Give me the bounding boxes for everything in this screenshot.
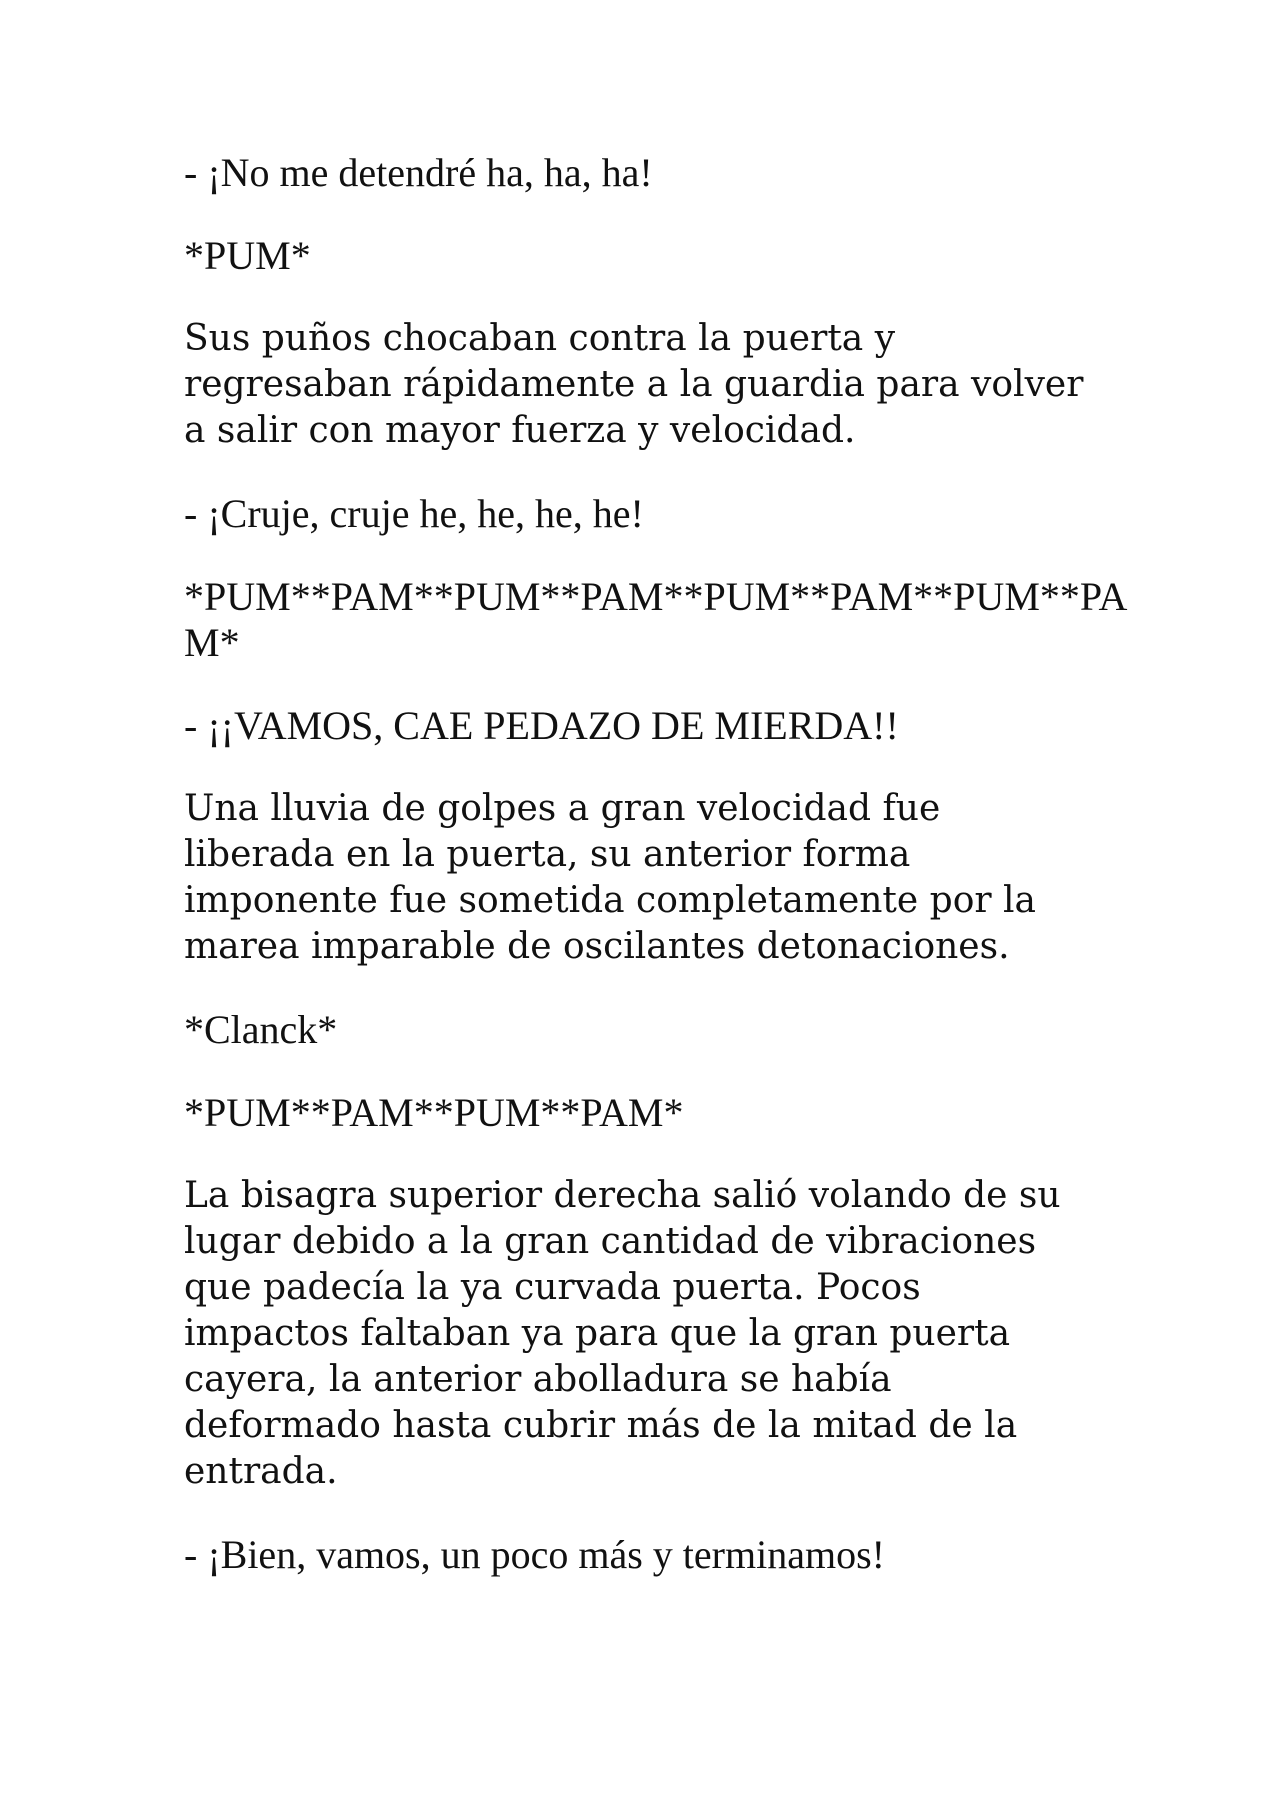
dialogue-line: - ¡No me detendré ha, ha, ha! — [184, 150, 653, 195]
narration-paragraph: Una lluvia de golpes a gran velocidad fue liberada en la puerta, su anterior forma imponente fue sometida completamente por la marea imparable de oscilantes detonaciones. — [184, 788, 1036, 967]
text-column — [184, 150, 1128, 1615]
sound-effect: *PUM**PAM**PUM**PAM* — [184, 1090, 684, 1135]
sound-effect: *Clanck* — [184, 1007, 338, 1052]
sound-effect: *PUM**PAM**PUM**PAM**PUM**PAM**PUM**PA M* — [184, 574, 1128, 665]
sound-effect: *PUM* — [184, 233, 311, 278]
dialogue-line: - ¡Bien, vamos, un poco más y terminamos! — [184, 1532, 885, 1577]
narration-paragraph: Sus puños chocaban contra la puerta y regresaban rápidamente a la guardia para volver a salir con mayor fuerza y velocidad. — [184, 318, 1084, 451]
narration-paragraph: La bisagra superior derecha salió volando de su lugar debido a la gran cantidad de vibraciones que padecía la ya curvada puerta. Pocos impactos faltaban ya para que la gran puerta cayera, la anterior abolladura se había deformado hasta cubrir más de la mitad de la entrada. — [184, 1175, 1061, 1492]
dialogue-line: - ¡¡VAMOS, CAE PEDAZO DE MIERDA!! — [184, 703, 899, 748]
dialogue-line: - ¡Cruje, cruje he, he, he, he! — [184, 491, 644, 536]
